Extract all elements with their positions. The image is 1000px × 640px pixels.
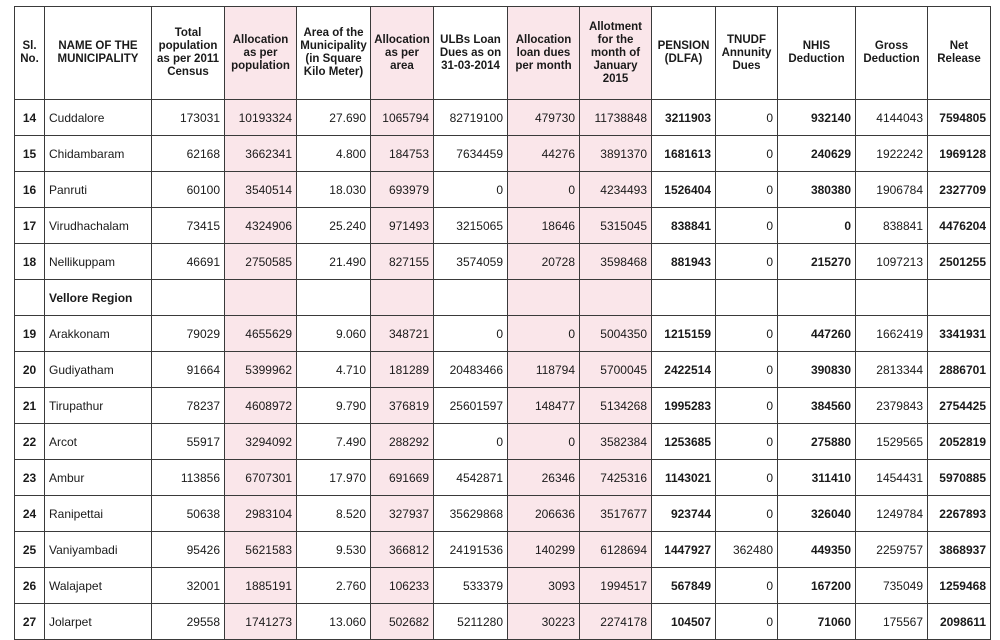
table-row	[15, 532, 991, 568]
allocation-population-cell: 3540514	[225, 172, 297, 208]
empty-cell	[297, 280, 371, 316]
nhis-deduction-cell: 167200	[778, 568, 856, 604]
loan-dues-cell: 0	[434, 424, 508, 460]
population-cell: 50638	[152, 496, 225, 532]
region-label: Vellore Region	[45, 280, 152, 316]
allotment-cell: 2274178	[580, 604, 652, 640]
loan-dues-cell: 35629868	[434, 496, 508, 532]
net-release-cell: 3341931	[928, 316, 991, 352]
allocation-loan-dues-cell: 20728	[508, 244, 580, 280]
allocation-population-cell: 4655629	[225, 316, 297, 352]
tnudf-dues-cell: 0	[716, 172, 778, 208]
empty-cell	[716, 280, 778, 316]
loan-dues-cell: 24191536	[434, 532, 508, 568]
nhis-deduction-header: NHIS Deduction	[778, 7, 856, 100]
gross-deduction-cell: 2259757	[856, 532, 928, 568]
allotment-header: Allotment for the month of January 2015	[580, 7, 652, 100]
table-row	[15, 208, 991, 244]
gross-deduction-cell: 838841	[856, 208, 928, 244]
loan-dues-cell: 5211280	[434, 604, 508, 640]
area-cell: 8.520	[297, 496, 371, 532]
net-release-cell: 5970885	[928, 460, 991, 496]
sl-no-cell: 22	[15, 424, 45, 460]
population-cell: 78237	[152, 388, 225, 424]
tnudf-dues-cell: 0	[716, 316, 778, 352]
loan-dues-cell: 0	[434, 316, 508, 352]
allocation-area-cell: 184753	[371, 136, 434, 172]
allocation-loan-dues-cell: 140299	[508, 532, 580, 568]
allotment-cell: 4234493	[580, 172, 652, 208]
tnudf-dues-cell: 0	[716, 424, 778, 460]
population-cell: 55917	[152, 424, 225, 460]
empty-cell	[652, 280, 716, 316]
allocation-loan-dues-cell: 206636	[508, 496, 580, 532]
net-release-cell: 2754425	[928, 388, 991, 424]
tnudf-dues-cell: 362480	[716, 532, 778, 568]
net-release-cell: 3868937	[928, 532, 991, 568]
municipality-name-cell: Virudhachalam	[45, 208, 152, 244]
allocation-area-cell: 827155	[371, 244, 434, 280]
population-cell: 91664	[152, 352, 225, 388]
tnudf-dues-header: TNUDF Annunity Dues	[716, 7, 778, 100]
allocation-area-cell: 366812	[371, 532, 434, 568]
gross-deduction-cell: 1454431	[856, 460, 928, 496]
allotment-cell: 7425316	[580, 460, 652, 496]
allocation-population-cell: 4608972	[225, 388, 297, 424]
area-cell: 18.030	[297, 172, 371, 208]
region-header-row	[15, 280, 991, 316]
pension-cell: 2422514	[652, 352, 716, 388]
pension-cell: 1143021	[652, 460, 716, 496]
allocation-loan-dues-cell: 3093	[508, 568, 580, 604]
net-release-cell: 1259468	[928, 568, 991, 604]
area-cell: 17.970	[297, 460, 371, 496]
table-row	[15, 352, 991, 388]
allotment-cell: 3598468	[580, 244, 652, 280]
municipality-name-cell: Chidambaram	[45, 136, 152, 172]
nhis-deduction-cell: 447260	[778, 316, 856, 352]
sl-no-cell: 19	[15, 316, 45, 352]
allocation-area-header: Allocation as per area	[371, 7, 434, 100]
allocation-loan-dues-cell: 0	[508, 424, 580, 460]
allocation-population-cell: 4324906	[225, 208, 297, 244]
allocation-loan-dues-cell: 148477	[508, 388, 580, 424]
allocation-loan-dues-cell: 118794	[508, 352, 580, 388]
table-row	[15, 460, 991, 496]
empty-cell	[580, 280, 652, 316]
allocation-loan-dues-header: Allocation loan dues per month	[508, 7, 580, 100]
pension-cell: 1681613	[652, 136, 716, 172]
area-cell: 4.800	[297, 136, 371, 172]
area-cell: 13.060	[297, 604, 371, 640]
tnudf-dues-cell: 0	[716, 388, 778, 424]
sl-no-cell: 14	[15, 100, 45, 136]
nhis-deduction-cell: 384560	[778, 388, 856, 424]
table-row	[15, 136, 991, 172]
tnudf-dues-cell: 0	[716, 136, 778, 172]
pension-cell: 1253685	[652, 424, 716, 460]
population-cell: 95426	[152, 532, 225, 568]
allocation-loan-dues-cell: 0	[508, 316, 580, 352]
pension-cell: 923744	[652, 496, 716, 532]
net-release-cell: 4476204	[928, 208, 991, 244]
gross-deduction-cell: 2813344	[856, 352, 928, 388]
nhis-deduction-cell: 380380	[778, 172, 856, 208]
allocation-loan-dues-cell: 0	[508, 172, 580, 208]
tnudf-dues-cell: 0	[716, 604, 778, 640]
area-header: Area of the Municipality (in Square Kilo Meter)	[297, 7, 371, 100]
allocation-loan-dues-cell: 30223	[508, 604, 580, 640]
area-cell: 9.790	[297, 388, 371, 424]
pension-cell: 1447927	[652, 532, 716, 568]
sl-no-cell: 25	[15, 532, 45, 568]
allotment-cell: 11738848	[580, 100, 652, 136]
allocation-area-cell: 502682	[371, 604, 434, 640]
allocation-area-cell: 181289	[371, 352, 434, 388]
tnudf-dues-cell: 0	[716, 208, 778, 244]
tnudf-dues-cell: 0	[716, 244, 778, 280]
municipality-name-header: NAME OF THE MUNICIPALITY	[45, 7, 152, 100]
table-row	[15, 604, 991, 640]
gross-deduction-cell: 1662419	[856, 316, 928, 352]
sl-no-cell: 27	[15, 604, 45, 640]
gross-deduction-cell: 1249784	[856, 496, 928, 532]
table-row	[15, 424, 991, 460]
allocation-area-cell: 971493	[371, 208, 434, 244]
pension-cell: 3211903	[652, 100, 716, 136]
table-row	[15, 568, 991, 604]
population-header: Total population as per 2011 Census	[152, 7, 225, 100]
gross-deduction-cell: 175567	[856, 604, 928, 640]
allotment-cell: 5134268	[580, 388, 652, 424]
loan-dues-cell: 7634459	[434, 136, 508, 172]
loan-dues-cell: 82719100	[434, 100, 508, 136]
allotment-cell: 5315045	[580, 208, 652, 244]
gross-deduction-cell: 1922242	[856, 136, 928, 172]
tnudf-dues-cell: 0	[716, 460, 778, 496]
net-release-cell: 7594805	[928, 100, 991, 136]
municipality-name-cell: Arcot	[45, 424, 152, 460]
allotment-cell: 5700045	[580, 352, 652, 388]
nhis-deduction-cell: 0	[778, 208, 856, 244]
pension-cell: 881943	[652, 244, 716, 280]
allocation-loan-dues-cell: 26346	[508, 460, 580, 496]
nhis-deduction-cell: 215270	[778, 244, 856, 280]
loan-dues-cell: 3574059	[434, 244, 508, 280]
municipality-name-cell: Nellikuppam	[45, 244, 152, 280]
allotment-cell: 3517677	[580, 496, 652, 532]
net-release-cell: 2267893	[928, 496, 991, 532]
allocation-area-cell: 348721	[371, 316, 434, 352]
net-release-cell: 2886701	[928, 352, 991, 388]
empty-cell	[434, 280, 508, 316]
municipality-name-cell: Walajapet	[45, 568, 152, 604]
area-cell: 21.490	[297, 244, 371, 280]
population-cell: 73415	[152, 208, 225, 244]
net-release-cell: 2098611	[928, 604, 991, 640]
pension-cell: 1995283	[652, 388, 716, 424]
net-release-header: Net Release	[928, 7, 991, 100]
municipality-name-cell: Ranipettai	[45, 496, 152, 532]
allotment-cell: 3582384	[580, 424, 652, 460]
empty-cell	[778, 280, 856, 316]
area-cell: 25.240	[297, 208, 371, 244]
empty-cell	[508, 280, 580, 316]
gross-deduction-cell: 735049	[856, 568, 928, 604]
allocation-area-cell: 376819	[371, 388, 434, 424]
allocation-area-cell: 106233	[371, 568, 434, 604]
allocation-population-cell: 3294092	[225, 424, 297, 460]
allocation-population-cell: 1741273	[225, 604, 297, 640]
loan-dues-cell: 4542871	[434, 460, 508, 496]
empty-cell	[152, 280, 225, 316]
empty-cell	[371, 280, 434, 316]
loan-dues-cell: 3215065	[434, 208, 508, 244]
population-cell: 46691	[152, 244, 225, 280]
gross-deduction-header: Gross Deduction	[856, 7, 928, 100]
gross-deduction-cell: 2379843	[856, 388, 928, 424]
net-release-cell: 2052819	[928, 424, 991, 460]
nhis-deduction-cell: 932140	[778, 100, 856, 136]
allocation-population-cell: 5621583	[225, 532, 297, 568]
sl-no-cell: 16	[15, 172, 45, 208]
municipality-name-cell: Cuddalore	[45, 100, 152, 136]
pension-header: PENSION (DLFA)	[652, 7, 716, 100]
net-release-cell: 2501255	[928, 244, 991, 280]
allocation-loan-dues-cell: 44276	[508, 136, 580, 172]
sl-no-header: Sl. No.	[15, 7, 45, 100]
area-cell: 9.530	[297, 532, 371, 568]
population-cell: 60100	[152, 172, 225, 208]
area-cell: 9.060	[297, 316, 371, 352]
tnudf-dues-cell: 0	[716, 100, 778, 136]
sl-no-cell: 17	[15, 208, 45, 244]
municipality-name-cell: Gudiyatham	[45, 352, 152, 388]
pension-cell: 838841	[652, 208, 716, 244]
net-release-cell: 2327709	[928, 172, 991, 208]
sl-no-cell: 20	[15, 352, 45, 388]
area-cell: 2.760	[297, 568, 371, 604]
nhis-deduction-cell: 240629	[778, 136, 856, 172]
allocation-population-cell: 6707301	[225, 460, 297, 496]
allocation-area-cell: 327937	[371, 496, 434, 532]
allocation-area-cell: 1065794	[371, 100, 434, 136]
header-row	[15, 7, 991, 100]
table-row	[15, 316, 991, 352]
tnudf-dues-cell: 0	[716, 352, 778, 388]
allocation-population-cell: 2983104	[225, 496, 297, 532]
sl-no-cell: 21	[15, 388, 45, 424]
population-cell: 79029	[152, 316, 225, 352]
gross-deduction-cell: 4144043	[856, 100, 928, 136]
pension-cell: 1215159	[652, 316, 716, 352]
loan-dues-cell: 20483466	[434, 352, 508, 388]
allotment-cell: 3891370	[580, 136, 652, 172]
area-cell: 27.690	[297, 100, 371, 136]
tnudf-dues-cell: 0	[716, 496, 778, 532]
sl-no-cell: 18	[15, 244, 45, 280]
empty-cell	[928, 280, 991, 316]
allocation-population-header: Allocation as per population	[225, 7, 297, 100]
sl-no-cell: 15	[15, 136, 45, 172]
municipality-name-cell: Arakkonam	[45, 316, 152, 352]
loan-dues-cell: 25601597	[434, 388, 508, 424]
allotment-cell: 6128694	[580, 532, 652, 568]
loan-dues-header: ULBs Loan Dues as on 31-03-2014	[434, 7, 508, 100]
nhis-deduction-cell: 311410	[778, 460, 856, 496]
allocation-population-cell: 3662341	[225, 136, 297, 172]
allocation-area-cell: 693979	[371, 172, 434, 208]
municipality-name-cell: Ambur	[45, 460, 152, 496]
population-cell: 113856	[152, 460, 225, 496]
table-row	[15, 172, 991, 208]
empty-cell	[15, 280, 45, 316]
allocation-loan-dues-cell: 18646	[508, 208, 580, 244]
allotment-cell: 1994517	[580, 568, 652, 604]
table-row	[15, 496, 991, 532]
sl-no-cell: 24	[15, 496, 45, 532]
municipality-name-cell: Vaniyambadi	[45, 532, 152, 568]
municipality-name-cell: Panruti	[45, 172, 152, 208]
loan-dues-cell: 533379	[434, 568, 508, 604]
population-cell: 173031	[152, 100, 225, 136]
population-cell: 62168	[152, 136, 225, 172]
municipality-name-cell: Jolarpet	[45, 604, 152, 640]
population-cell: 32001	[152, 568, 225, 604]
allocation-population-cell: 2750585	[225, 244, 297, 280]
tnudf-dues-cell: 0	[716, 568, 778, 604]
gross-deduction-cell: 1097213	[856, 244, 928, 280]
table-row	[15, 244, 991, 280]
population-cell: 29558	[152, 604, 225, 640]
nhis-deduction-cell: 71060	[778, 604, 856, 640]
municipality-allocation-table	[14, 6, 991, 640]
allocation-population-cell: 1885191	[225, 568, 297, 604]
nhis-deduction-cell: 275880	[778, 424, 856, 460]
allocation-population-cell: 10193324	[225, 100, 297, 136]
municipality-name-cell: Tirupathur	[45, 388, 152, 424]
net-release-cell: 1969128	[928, 136, 991, 172]
gross-deduction-cell: 1529565	[856, 424, 928, 460]
allocation-area-cell: 691669	[371, 460, 434, 496]
allocation-population-cell: 5399962	[225, 352, 297, 388]
area-cell: 4.710	[297, 352, 371, 388]
allocation-area-cell: 288292	[371, 424, 434, 460]
sl-no-cell: 23	[15, 460, 45, 496]
loan-dues-cell: 0	[434, 172, 508, 208]
empty-cell	[225, 280, 297, 316]
nhis-deduction-cell: 390830	[778, 352, 856, 388]
pension-cell: 567849	[652, 568, 716, 604]
table-row	[15, 100, 991, 136]
empty-cell	[856, 280, 928, 316]
nhis-deduction-cell: 449350	[778, 532, 856, 568]
table-row	[15, 388, 991, 424]
pension-cell: 104507	[652, 604, 716, 640]
area-cell: 7.490	[297, 424, 371, 460]
sl-no-cell: 26	[15, 568, 45, 604]
allocation-loan-dues-cell: 479730	[508, 100, 580, 136]
allotment-cell: 5004350	[580, 316, 652, 352]
pension-cell: 1526404	[652, 172, 716, 208]
nhis-deduction-cell: 326040	[778, 496, 856, 532]
gross-deduction-cell: 1906784	[856, 172, 928, 208]
